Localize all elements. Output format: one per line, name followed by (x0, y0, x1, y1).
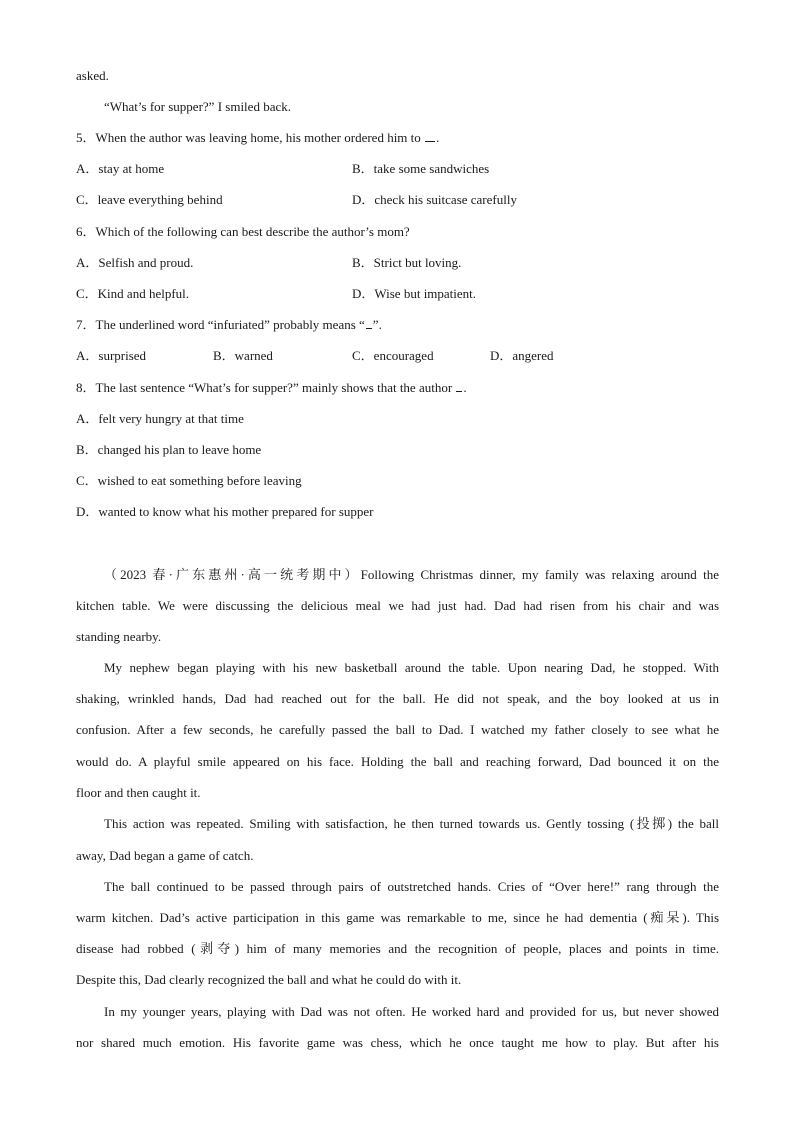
question-text: 5．When the author was leaving home, his mother ordered him to (76, 130, 421, 145)
option-b: B．warned (213, 348, 273, 363)
passage-line: （2023 春·广东惠州·高一统考期中）Following Christmas dinner, my family was relaxing around the (104, 567, 719, 582)
passage-line: standing nearby. (76, 629, 162, 644)
passage-line: In my younger years, playing with Dad was not often. He worked hard and provided for us, but never showed (104, 1004, 719, 1019)
passage-line: My nephew began playing with his new basketball around the table. Upon nearing Dad, he stopped. With (104, 660, 719, 675)
passage-line: kitchen table. We were discussing the delicious meal we had just had. Dad had risen from his chair and was (76, 598, 719, 613)
option-a: A．surprised (76, 348, 147, 363)
question-text: 8．The last sentence “What’s for supper?” mainly shows that the author (76, 380, 453, 395)
answer-blank (366, 317, 372, 329)
option-d: D．check his suitcase carefully (352, 192, 517, 207)
option-c: C．wished to eat something before leaving (76, 473, 302, 488)
option-b: B．changed his plan to leave home (76, 442, 262, 457)
passage-line: floor and then caught it. (76, 785, 201, 800)
option-c: C．Kind and helpful. (76, 286, 190, 301)
answer-blank (425, 130, 435, 142)
passage-line: nor shared much emotion. His favorite game was chess, which he once taught me how to play. But after his (76, 1035, 719, 1050)
option-c: C．leave everything behind (76, 192, 223, 207)
option-a: A．stay at home (76, 161, 165, 176)
passage-line: warm kitchen. Dad’s active participation in this game was remarkable to me, since he had dementia (痴呆). This (76, 910, 719, 925)
question-6-stem: 6．Which of the following can best describe the author’s mom? (76, 224, 410, 239)
option-c: C．encouraged (352, 348, 434, 363)
passage-line: This action was repeated. Smiling with satisfaction, he then turned towards us. Gently tossing (投掷) the ball (104, 816, 719, 831)
question-end: . (436, 130, 440, 145)
question-end: . (463, 380, 467, 395)
passage-line: confusion. After a few seconds, he carefully passed the ball to Dad. I watched my father closely to see what he (76, 722, 719, 737)
text-line: asked. (76, 68, 109, 83)
option-d: D．Wise but impatient. (352, 286, 477, 301)
passage-line: Despite this, Dad clearly recognized the ball and what he could do with it. (76, 972, 462, 987)
option-a: A．Selfish and proud. (76, 255, 194, 270)
passage-line: would do. A playful smile appeared on his face. Holding the ball and reaching forward, Dad bounced it on the (76, 754, 719, 769)
question-7-stem (76, 316, 382, 334)
answer-blank (456, 380, 462, 392)
option-b: B．take some sandwiches (352, 161, 490, 176)
option-b: B．Strict but loving. (352, 255, 462, 270)
option-d: D．wanted to know what his mother prepared for supper (76, 504, 374, 519)
passage-line: shaking, wrinkled hands, Dad had reached out for the ball. He did not speak, and the boy looked at us in (76, 691, 719, 706)
question-text: 7．The underlined word “infuriated” probably means “ (76, 317, 365, 332)
passage-line: away, Dad began a game of catch. (76, 848, 254, 863)
option-d: D．angered (490, 348, 554, 363)
passage-line: disease had robbed (剥夺) him of many memories and the recognition of people, places and points in time. (76, 941, 719, 956)
option-a: A．felt very hungry at that time (76, 411, 244, 426)
question-end: ”. (372, 317, 382, 332)
text-line: “What’s for supper?” I smiled back. (104, 99, 291, 114)
passage-line: The ball continued to be passed through pairs of outstretched hands. Cries of “Over here!” rang through the (104, 879, 719, 894)
question-8-stem (76, 379, 467, 397)
question-5-stem (76, 129, 439, 147)
